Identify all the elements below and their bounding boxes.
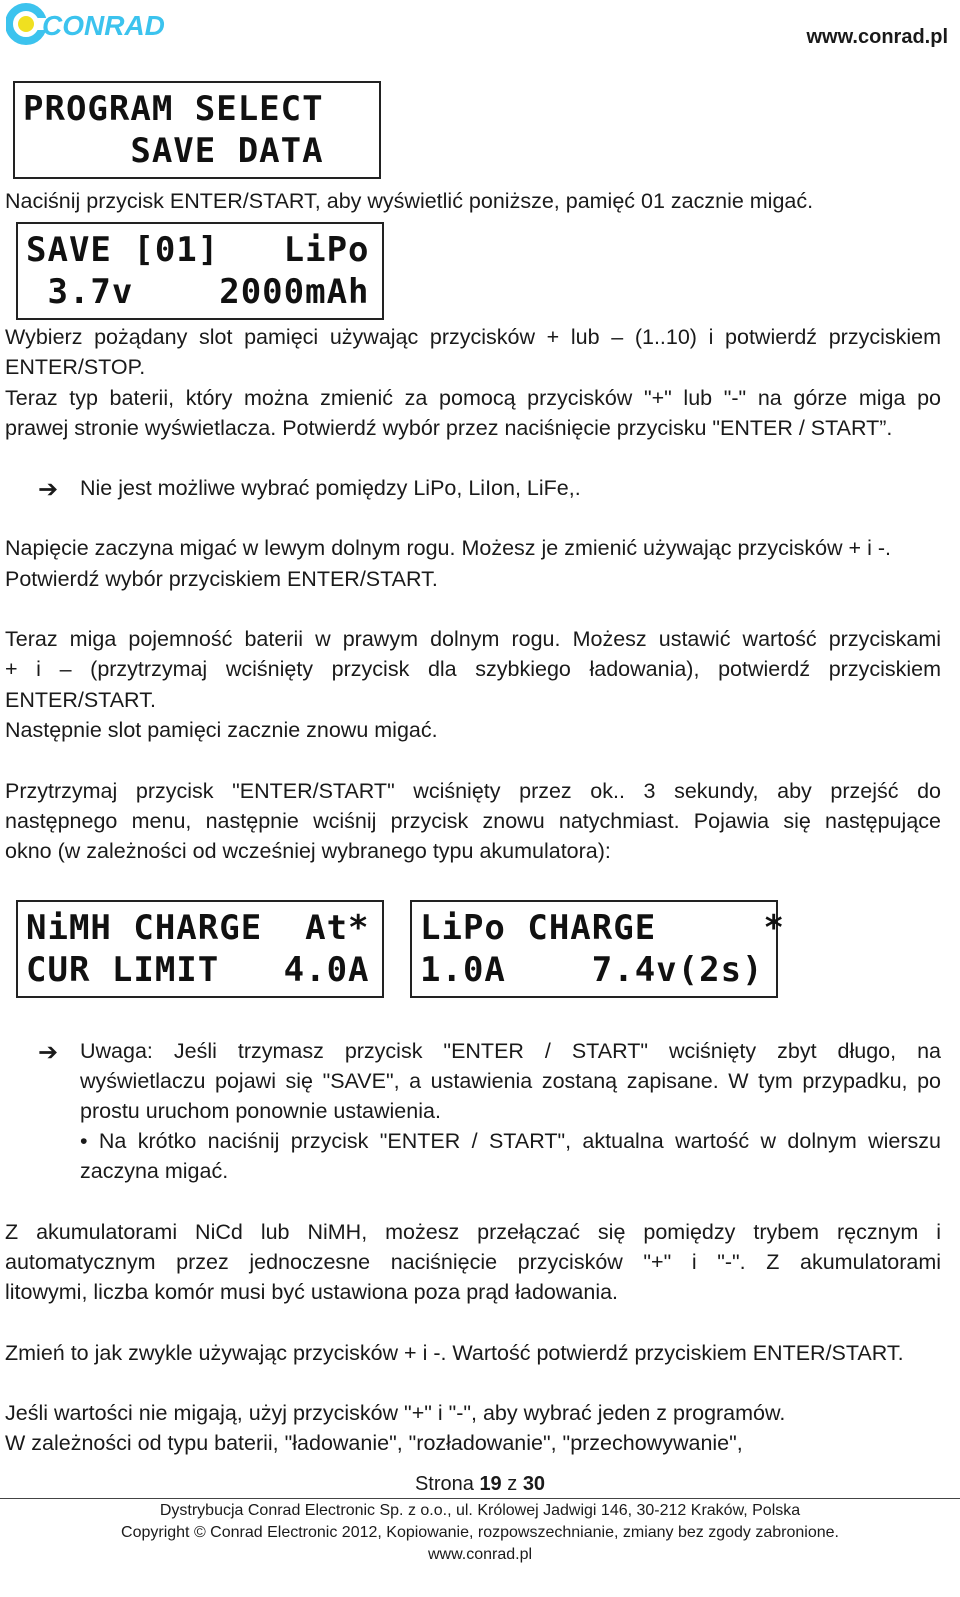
paragraph: Teraz miga pojemność baterii w prawym dolnym rogu. Możesz ustawić wartość przyciskami — [5, 627, 941, 651]
paragraph: Zmień to jak zwykle używając przycisków + i -. Wartość potwierdź przyciskiem ENTER/START. — [5, 1341, 904, 1365]
note-text: prostu uruchom ponownie ustawienia. — [80, 1099, 441, 1123]
lcd-nimh-charge — [16, 900, 384, 998]
conrad-logo — [6, 2, 166, 46]
paragraph: litowymi, liczba komór musi być ustawiona poza prąd ładowania. — [5, 1280, 619, 1304]
page-mid: z — [507, 1473, 518, 1495]
footer-address: Dystrybucja Conrad Electronic Sp. z o.o., ul. Królowej Jadwigi 146, 30-212 Kraków, Polska — [159, 1502, 801, 1519]
logo-text: CONRAD — [42, 10, 165, 41]
paragraph: Następnie slot pamięci zacznie znowu migać. — [5, 718, 438, 742]
footer-url: www.conrad.pl — [427, 1546, 533, 1563]
page-prefix: Strona — [414, 1473, 474, 1495]
paragraph: ENTER/START. — [5, 688, 156, 712]
paragraph: W zależności od typu baterii, "ładowanie", "rozładowanie", "przechowywanie", — [5, 1431, 743, 1455]
page-number — [0, 1473, 960, 1496]
arrow-right-icon: ➔ — [38, 476, 59, 503]
paragraph: Jeśli wartości nie migają, użyj przycisków "+" i "-", aby wybrać jeden z programów. — [5, 1401, 786, 1425]
paragraph: Potwierdź wybór przyciskiem ENTER/START. — [5, 567, 438, 591]
note-text: zaczyna migać. — [80, 1159, 229, 1183]
lcd-line-1: SAVE [01] LiPo — [26, 230, 370, 270]
note-text: Uwaga: Jeśli trzymasz przycisk "ENTER / START" wciśnięty zbyt długo, na — [80, 1039, 941, 1063]
lcd-lipo-charge — [410, 900, 785, 998]
lcd-line-1: NiMH CHARGE At* — [26, 908, 370, 948]
paragraph: Napięcie zaczyna migać w lewym dolnym rogu. Możesz je zmienić używając przycisków + i -. — [5, 536, 891, 560]
bullet-text: Nie jest możliwe wybrać pomiędzy LiPo, LiIon, LiFe,. — [80, 476, 581, 500]
lcd-line-1: LiPo CHARGE * — [420, 908, 785, 948]
paragraph: prawej stronie wyświetlacza. Potwierdź wybór przez naciśnięcie przycisku "ENTER / START”. — [5, 416, 893, 440]
lcd-line-2: 3.7v 2000mAh — [26, 272, 370, 312]
lcd-line-1: PROGRAM SELECT — [23, 89, 324, 129]
footer-divider — [0, 1498, 960, 1499]
page-total: 30 — [522, 1473, 546, 1495]
site-url: www.conrad.pl — [806, 26, 948, 48]
paragraph: Teraz typ baterii, który można zmienić za pomocą przycisków "+" lub "-" na górze miga po — [5, 386, 941, 410]
lcd-save-slot — [16, 222, 384, 320]
paragraph: Przytrzymaj przycisk "ENTER/START" wciśnięty przez ok.. 3 sekundy, aby przejść do — [5, 779, 941, 803]
page-current: 19 — [479, 1473, 502, 1495]
paragraph: automatycznym przez jednoczesne naciśnięcie przycisków "+" i "-". Z akumulatorami — [5, 1250, 941, 1274]
lcd-line-2: 1.0A 7.4v(2s) — [420, 950, 764, 990]
paragraph: ENTER/STOP. — [5, 355, 146, 379]
paragraph: Naciśnij przycisk ENTER/START, aby wyświetlić poniższe, pamięć 01 zacznie migać. — [5, 189, 814, 213]
paragraph: Z akumulatorami NiCd lub NiMH, możesz przełączać się pomiędzy trybem ręcznym i — [5, 1220, 941, 1244]
lcd-program-select — [13, 81, 381, 179]
paragraph: następnego menu, następnie wciśnij przycisk znowu natychmiast. Pojawia się następujące — [5, 809, 941, 833]
note-bullet: • Na krótko naciśnij przycisk "ENTER / START", aktualna wartość w dolnym wierszu — [80, 1129, 941, 1153]
note-text: wyświetlaczu pojawi się "SAVE", a ustawienia zostaną zapisane. W tym przypadku, po — [80, 1069, 941, 1093]
paragraph: Wybierz pożądany slot pamięci używając przycisków + lub – (1..10) i potwierdź przyciskiem — [5, 325, 941, 349]
footer-copyright: Copyright © Conrad Electronic 2012, Kopiowanie, rozpowszechnianie, zmiany bez zgody zabronione. — [121, 1524, 839, 1541]
lcd-line-2: CUR LIMIT 4.0A — [26, 950, 370, 990]
paragraph: + i – (przytrzymaj wciśnięty przycisk dla szybkiego ładowania), potwierdź przyciskiem — [5, 657, 941, 681]
paragraph: okno (w zależności od wcześniej wybranego typu akumulatora): — [5, 839, 611, 863]
arrow-right-icon: ➔ — [38, 1039, 59, 1066]
lcd-line-2: SAVE DATA — [23, 131, 324, 171]
